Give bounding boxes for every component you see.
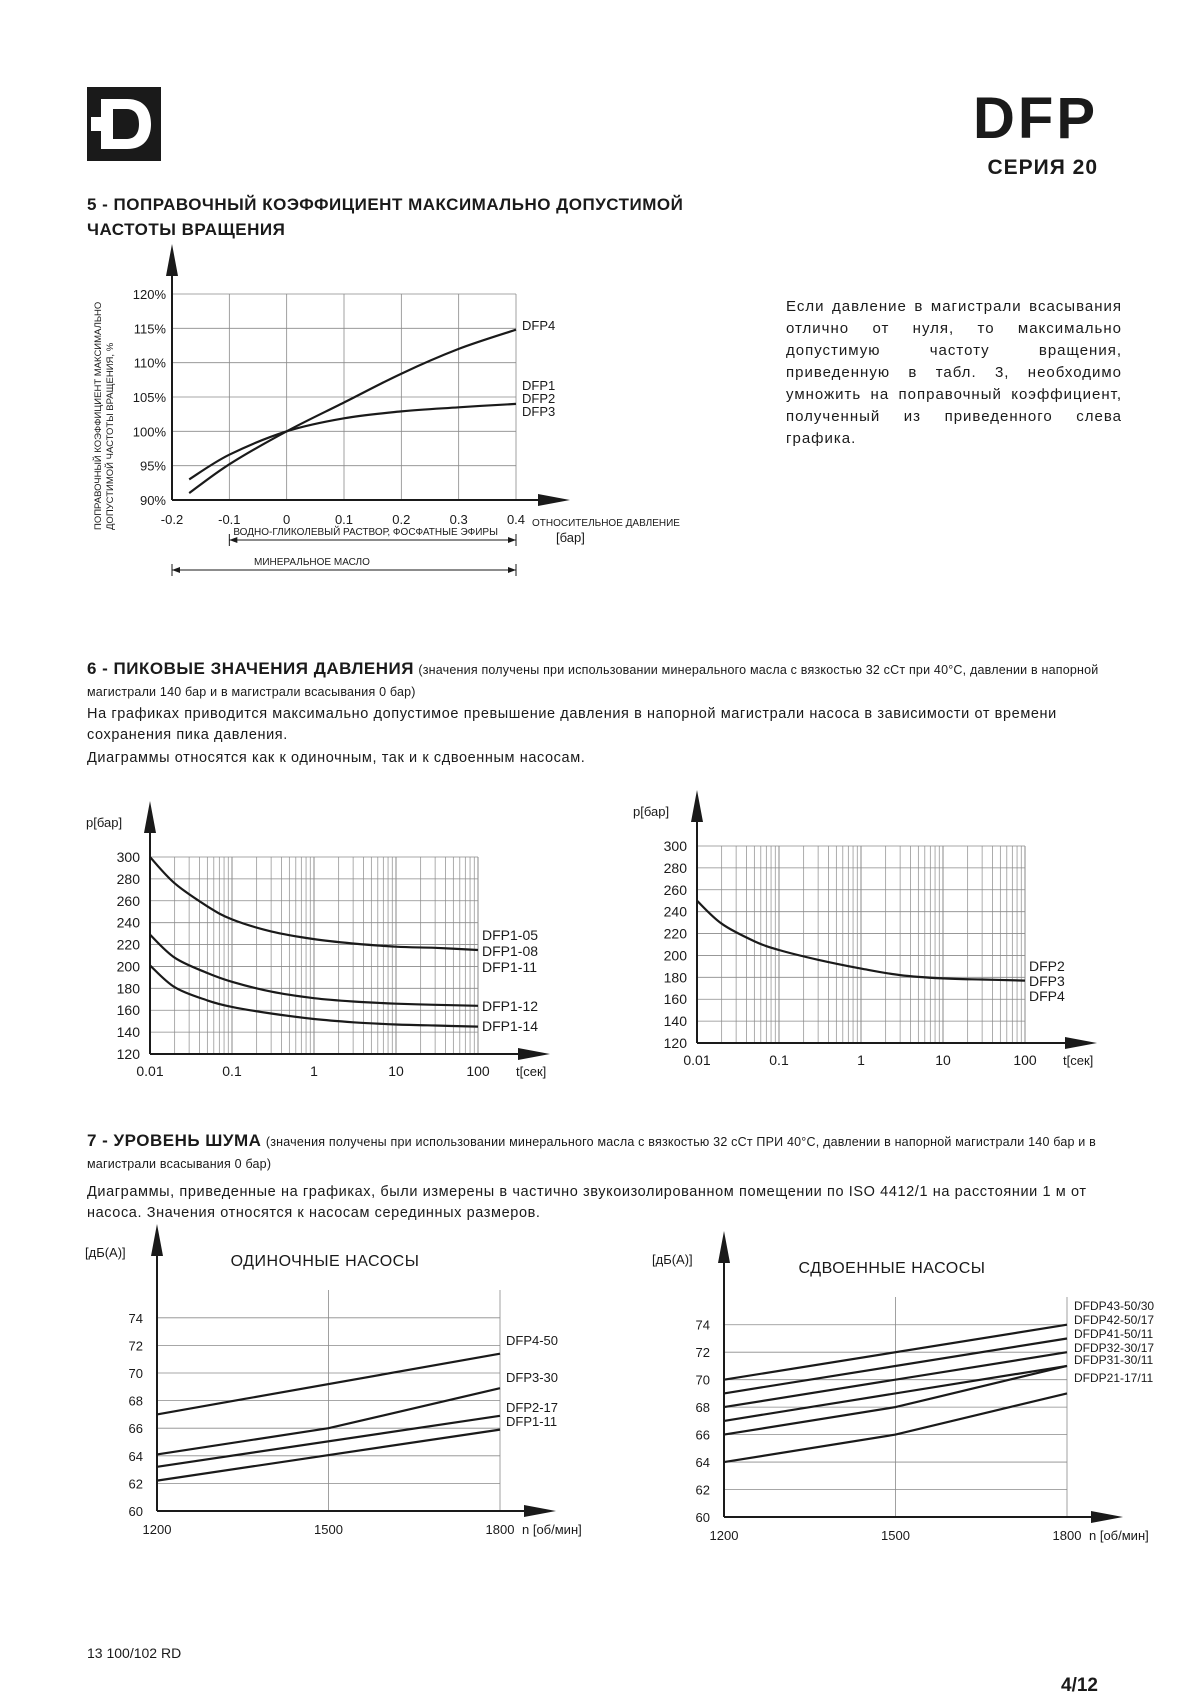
y-tick-label: 300 — [116, 849, 140, 865]
x-tick-label: 0.1 — [769, 1052, 789, 1068]
x-tick-label: 0.3 — [449, 512, 468, 527]
section6-text: На графиках приводится максимально допустимое превышение давления в напорной магистрали насоса в зависимости от времени сохранения пика давления. — [87, 706, 1057, 743]
series-label: DFP2-17 — [506, 1400, 559, 1415]
y-tick-label: 140 — [116, 1024, 140, 1041]
series-label: DFP1-14 — [482, 1018, 539, 1034]
section6-text2: Диаграммы относятся как к одиночным, так и к сдвоенным насосам. — [87, 750, 586, 766]
section5-title-line1: 5 - ПОПРАВОЧНЫЙ КОЭФФИЦИЕНТ МАКСИМАЛЬНО ДОПУСТИМОЙ — [87, 195, 684, 214]
x-tick-label: 1200 — [709, 1528, 739, 1543]
y-tick-label: 160 — [663, 991, 687, 1008]
x-tick-label: -0.1 — [218, 512, 241, 527]
series-label: DFP1-12 — [482, 998, 539, 1014]
x-tick-label: 1 — [857, 1052, 865, 1068]
x-tick-label: 0.1 — [334, 512, 354, 527]
y-tick-label: 240 — [663, 903, 687, 920]
series-label: DFP4 — [522, 318, 556, 333]
y-axis-label-line2: ДОПУСТИМОЙ ЧАСТОТЫ ВРАЩЕНИЯ, % — [105, 342, 116, 530]
x-tick-label: 100 — [466, 1063, 490, 1079]
series-label: DFP2 — [1029, 958, 1065, 974]
y-tick-label: 72 — [695, 1345, 710, 1361]
y-tick-label: 68 — [128, 1393, 143, 1409]
y-tick-label: 140 — [663, 1013, 687, 1030]
y-tick-label: 300 — [663, 838, 687, 854]
x-axis-label: n [об/мин] — [1089, 1528, 1149, 1543]
series-label: DFP3 — [1029, 973, 1065, 989]
section7-title: 7 - УРОВЕНЬ ШУМА — [87, 1131, 262, 1150]
y-tick-label: 260 — [116, 892, 140, 909]
y-tick-label: 62 — [695, 1482, 710, 1498]
y-tick-label: 64 — [695, 1455, 710, 1471]
series-label: DFDP43-50/30 — [1074, 1299, 1155, 1313]
y-tick-label: 74 — [128, 1310, 143, 1326]
y-tick-label: 74 — [695, 1317, 710, 1333]
page-number: 4/12 — [1061, 1675, 1098, 1696]
y-tick-label: 68 — [695, 1400, 710, 1416]
section6-title: 6 - ПИКОВЫЕ ЗНАЧЕНИЯ ДАВЛЕНИЯ — [87, 659, 414, 678]
x-axis-label: ОТНОСИТЕЛЬНОЕ ДАВЛЕНИЕ — [532, 518, 680, 529]
y-tick-label: 66 — [695, 1427, 710, 1443]
x-tick-label: 1800 — [1052, 1528, 1082, 1543]
x-tick-label: 1200 — [142, 1522, 172, 1537]
section5-title-line2: ЧАСТОТЫ ВРАЩЕНИЯ — [87, 220, 286, 239]
series-label: DFDP41-50/11 — [1074, 1327, 1154, 1341]
y-axis-label: [дБ(А)] — [85, 1245, 126, 1260]
y-tick-label: 95% — [139, 458, 166, 474]
y-tick-label: 120 — [116, 1046, 140, 1062]
series-label: DFP1-11 — [482, 959, 537, 975]
section7-text: Диаграммы, приведенные на графиках, были измерены в частично звукоизолированном помещении по ISO 4412/1 на расстоянии 1 м от насоса. Значения относятся к насосам серединных размеров. — [87, 1184, 1087, 1221]
x-tick-label: 10 — [935, 1052, 951, 1068]
x-tick-label: 0 — [283, 512, 291, 527]
y-tick-label: 180 — [663, 969, 687, 986]
range-label: ВОДНО-ГЛИКОЛЕВЫЙ РАСТВОР, ФОСФАТНЫЕ ЭФИРЫ — [233, 527, 498, 538]
y-tick-label: 200 — [663, 947, 687, 964]
series-label: DFP2 — [522, 391, 556, 406]
y-tick-label: 160 — [116, 1002, 140, 1019]
y-tick-label: 100% — [132, 424, 166, 440]
chart-title: ОДИНОЧНЫЕ НАСОСЫ — [230, 1253, 420, 1270]
x-tick-label: 1800 — [485, 1522, 515, 1537]
series-label: DFP1-11 — [506, 1414, 558, 1429]
y-tick-label: 200 — [116, 958, 140, 975]
series-label: DFP4 — [1029, 988, 1065, 1004]
y-tick-label: 110% — [133, 355, 166, 371]
y-tick-label: 72 — [128, 1338, 143, 1354]
series-label: DFDP31-30/11 — [1074, 1353, 1154, 1367]
section6-note: (значения получены при использовании минерального масла с вязкостью 32 сСт при 40°C, давлении в напорной магистрали 140 бар и в магистрали всасывания 0 бар) — [87, 663, 1099, 699]
x-axis-label: t[сек] — [1063, 1053, 1094, 1068]
y-tick-label: 60 — [128, 1504, 143, 1519]
y-tick-label: 240 — [116, 914, 140, 931]
y-axis-arrow-icon — [718, 1231, 730, 1263]
series-label: DFDP32-30/17 — [1074, 1341, 1155, 1355]
series-label: DFP3 — [522, 404, 556, 419]
y-tick-label: 220 — [116, 936, 140, 953]
y-tick-label: 70 — [695, 1372, 710, 1388]
x-axis-arrow-icon — [1091, 1511, 1123, 1523]
x-tick-label: 0.2 — [392, 512, 411, 527]
product-brand: DFP — [973, 86, 1098, 151]
x-tick-label: 0.4 — [506, 512, 526, 527]
x-tick-label: 1500 — [314, 1522, 343, 1537]
series-label: DFP1-08 — [482, 943, 539, 959]
x-tick-label: 10 — [388, 1063, 404, 1079]
section7-note: (значения получены при использовании минерального масла с вязкостью 32 сСт ПРИ 40°C, давлении в напорной магистрали 140 бар и в магистрали всасывания 0 бар) — [87, 1135, 1097, 1171]
section5-text: Если давление в магистрали всасывания отлично от нуля, то максимально допустимую частоту вращения, приведенную в табл. 3, необходимо умножить на поправочный коэффициент, полученный из приведенного слева графика. — [786, 298, 1122, 447]
y-tick-label: 115% — [133, 321, 166, 337]
y-tick-label: 120% — [132, 287, 166, 302]
x-axis-label: t[сек] — [516, 1064, 547, 1079]
y-tick-label: 64 — [128, 1448, 143, 1464]
x-tick-label: 0.1 — [222, 1063, 242, 1079]
x-tick-label: 1 — [310, 1063, 318, 1079]
x-axis-unit-label: [бар] — [556, 530, 585, 545]
x-tick-label: -0.2 — [160, 512, 184, 527]
product-series: СЕРИЯ 20 — [987, 156, 1098, 179]
document-code: 13 100/102 RD — [87, 1645, 182, 1661]
y-axis-label: p[бар] — [86, 815, 123, 830]
y-tick-label: 90% — [139, 493, 166, 508]
series-label: DFDP42-50/17 — [1074, 1313, 1155, 1327]
series-label: DFP1 — [522, 378, 556, 393]
y-axis-label: p[бар] — [633, 804, 670, 819]
x-axis-label: n [об/мин] — [522, 1522, 582, 1537]
y-tick-label: 70 — [128, 1366, 143, 1381]
y-tick-label: 280 — [663, 859, 687, 876]
y-tick-label: 62 — [128, 1476, 143, 1492]
series-label: DFP4-50 — [506, 1333, 559, 1348]
y-axis-label: [дБ(А)] — [652, 1252, 693, 1267]
y-tick-label: 260 — [663, 881, 687, 898]
x-tick-label: 100 — [1013, 1052, 1037, 1068]
y-tick-label: 180 — [116, 980, 140, 997]
series-label: DFP1-05 — [482, 927, 539, 943]
chart-title: СДВОЕННЫЕ НАСОСЫ — [798, 1260, 986, 1277]
y-axis-label-line1: ПОПРАВОЧНЫЙ КОЭФФИЦИЕНТ МАКСИМАЛЬНО — [93, 301, 104, 530]
range-label: МИНЕРАЛЬНОЕ МАСЛО — [254, 557, 370, 568]
series-label: DFP3-30 — [506, 1370, 559, 1385]
y-tick-label: 220 — [663, 925, 687, 942]
x-tick-label: 0.01 — [683, 1052, 711, 1068]
x-tick-label: 0.01 — [136, 1063, 164, 1079]
y-tick-label: 105% — [132, 390, 166, 405]
x-tick-label: 1500 — [881, 1528, 910, 1543]
y-tick-label: 60 — [695, 1510, 710, 1525]
y-tick-label: 66 — [128, 1421, 143, 1437]
y-tick-label: 120 — [663, 1035, 687, 1051]
series-label: DFDP21-17/11 — [1074, 1371, 1154, 1385]
y-tick-label: 280 — [116, 870, 140, 887]
